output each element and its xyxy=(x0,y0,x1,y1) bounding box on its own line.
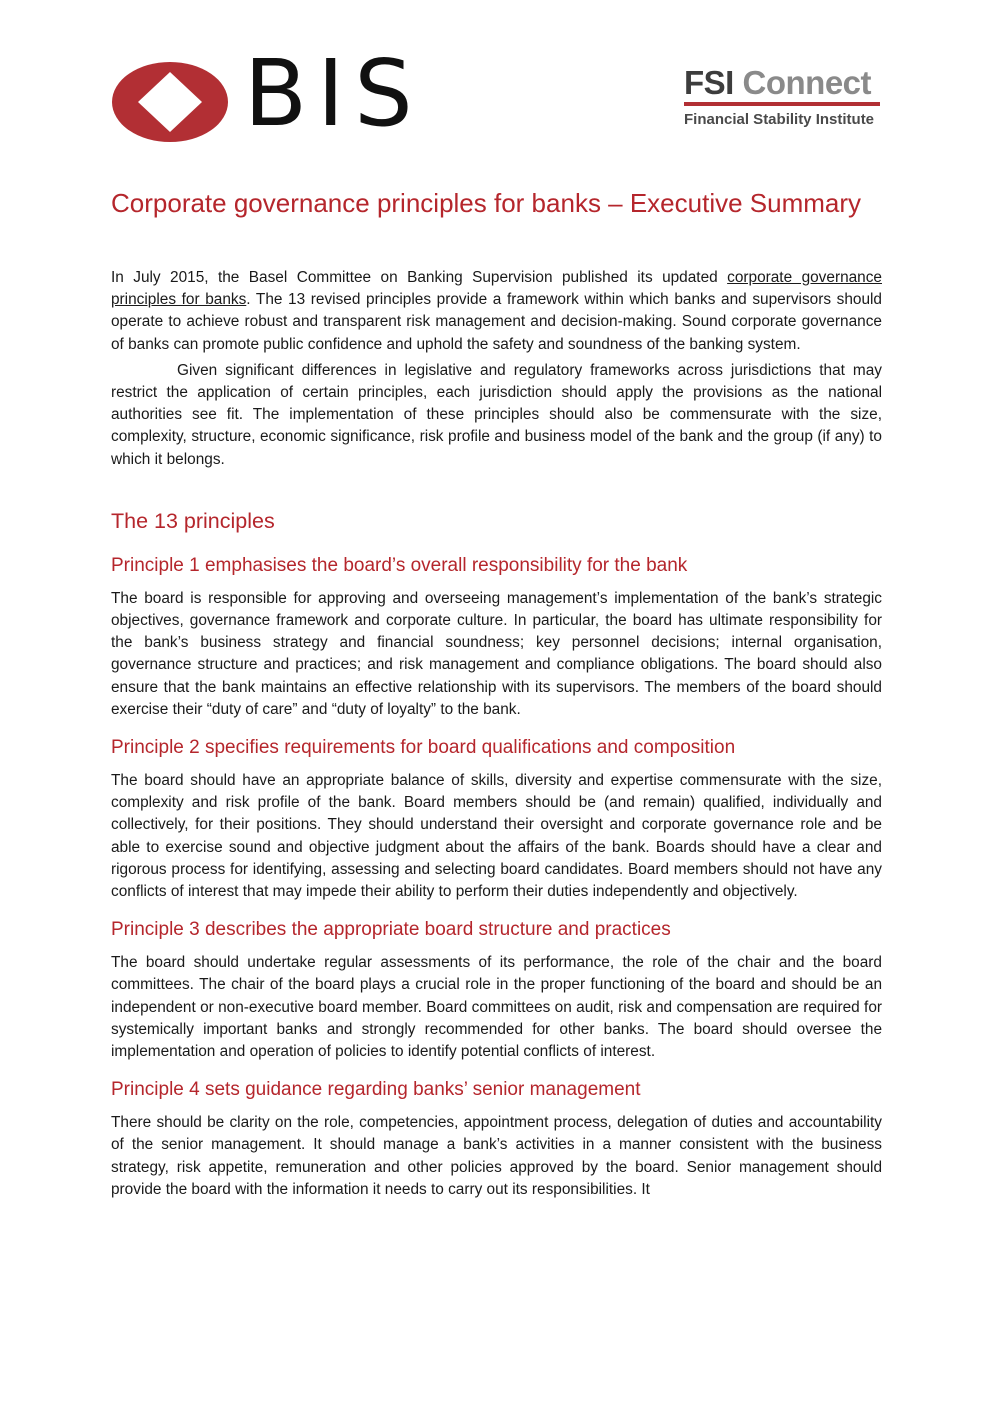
principle-3 xyxy=(111,917,882,1063)
document-body xyxy=(111,186,882,1201)
principle-body: The board should undertake regular assessments of its performance, the role of the chair and the board committees. The chair of the board plays a crucial role in the proper functioning of the board and should be an independent or non-executive board member. Board committees on audit, risk and compensation are required for systemically important banks and strongly recommended for other banks. The board should oversee the implementation and operation of policies to identify potential conflicts of interest. xyxy=(111,954,882,1061)
bis-wordmark: BIS xyxy=(244,40,423,147)
bis-logo xyxy=(110,40,423,147)
intro-paragraph-2: Given significant differences in legislative and regulatory frameworks across jurisdictions that may restrict the application of certain principles, each jurisdiction should apply the provisions as the national authorities see fit. The implementation of these principles should also be commensurate with the size, complexity, structure, economic significance, risk profile and business model of the bank and the group (if any) to which it belongs. xyxy=(111,361,882,468)
principle-body: There should be clarity on the role, competencies, appointment process, delegation of duties and accountability of the senior management. It should manage a bank’s activities in a manner consistent with the business strategy, risk appetite, remuneration and other policies approved by the board. Senior management should provide the board with the information it needs to carry out its responsibilities. It xyxy=(111,1114,882,1198)
corporate-governance-principles-link[interactable]: corporate governance principles for banks xyxy=(111,269,882,309)
principle-body: The board is responsible for approving and overseeing management’s implementation of the bank’s strategic objectives, governance framework and corporate culture. In particular, the board has ultimate responsibility for the bank’s business strategy and financial soundness; key personnel decisions; internal organisation, governance structure and practices; and risk management and compliance obligations. The board should also ensure that the bank maintains an effective relationship with its supervisors. The members of the board should exercise their “duty of care” and “duty of loyalty” to the bank. xyxy=(111,589,882,718)
page-header xyxy=(0,0,992,160)
section-heading: The 13 principles xyxy=(111,508,275,533)
principle-heading: Principle 2 specifies requirements for board qualifications and composition xyxy=(111,737,736,759)
principle-heading: Principle 1 emphasises the board’s overall responsibility for the bank xyxy=(111,554,688,576)
principle-heading: Principle 4 sets guidance regarding banks’ senior management xyxy=(111,1079,641,1101)
principle-heading: Principle 3 describes the appropriate board structure and practices xyxy=(111,919,671,941)
fsi-wordmark-bold: FSI xyxy=(684,64,734,101)
principle-1 xyxy=(111,553,882,721)
principle-2 xyxy=(111,735,882,903)
fsi-subtitle: Financial Stability Institute xyxy=(684,111,875,128)
intro-text-before-link: In July 2015, the Basel Committee on Banking Supervision published its updated xyxy=(111,269,728,286)
intro-text-after-link: . The 13 revised principles provide a framework within which banks and supervisors should operate to achieve robust and transparent risk management and decision-making. Sound corporate governance of banks can promote public confidence and uphold the safety and soundness of the banking system. xyxy=(111,291,882,353)
document-title: Corporate governance principles for banks – Executive Summary xyxy=(111,188,862,218)
principle-body: The board should have an appropriate balance of skills, diversity and expertise commensurate with the size, complexity and risk profile of the bank. Board members should be (and remain) qualified, individually and collectively, for their positions. They should understand their oversight and corporate governance role and be able to exercise sound and objective judgment about the affairs of the bank. Boards should have a clear and rigorous process for identifying, assessing and selecting board candidates. Board members should not have any conflicts of interest that may impede their ability to perform their duties independently and objectively. xyxy=(111,772,882,901)
intro-paragraph-1 xyxy=(111,267,882,356)
bis-emblem-icon xyxy=(110,60,230,144)
fsi-wordmark-connect: Connect xyxy=(742,64,872,101)
fsi-wordmark xyxy=(684,66,884,99)
principle-4 xyxy=(111,1077,882,1201)
fsi-connect-logo xyxy=(684,66,884,136)
fsi-red-rule xyxy=(684,102,880,106)
